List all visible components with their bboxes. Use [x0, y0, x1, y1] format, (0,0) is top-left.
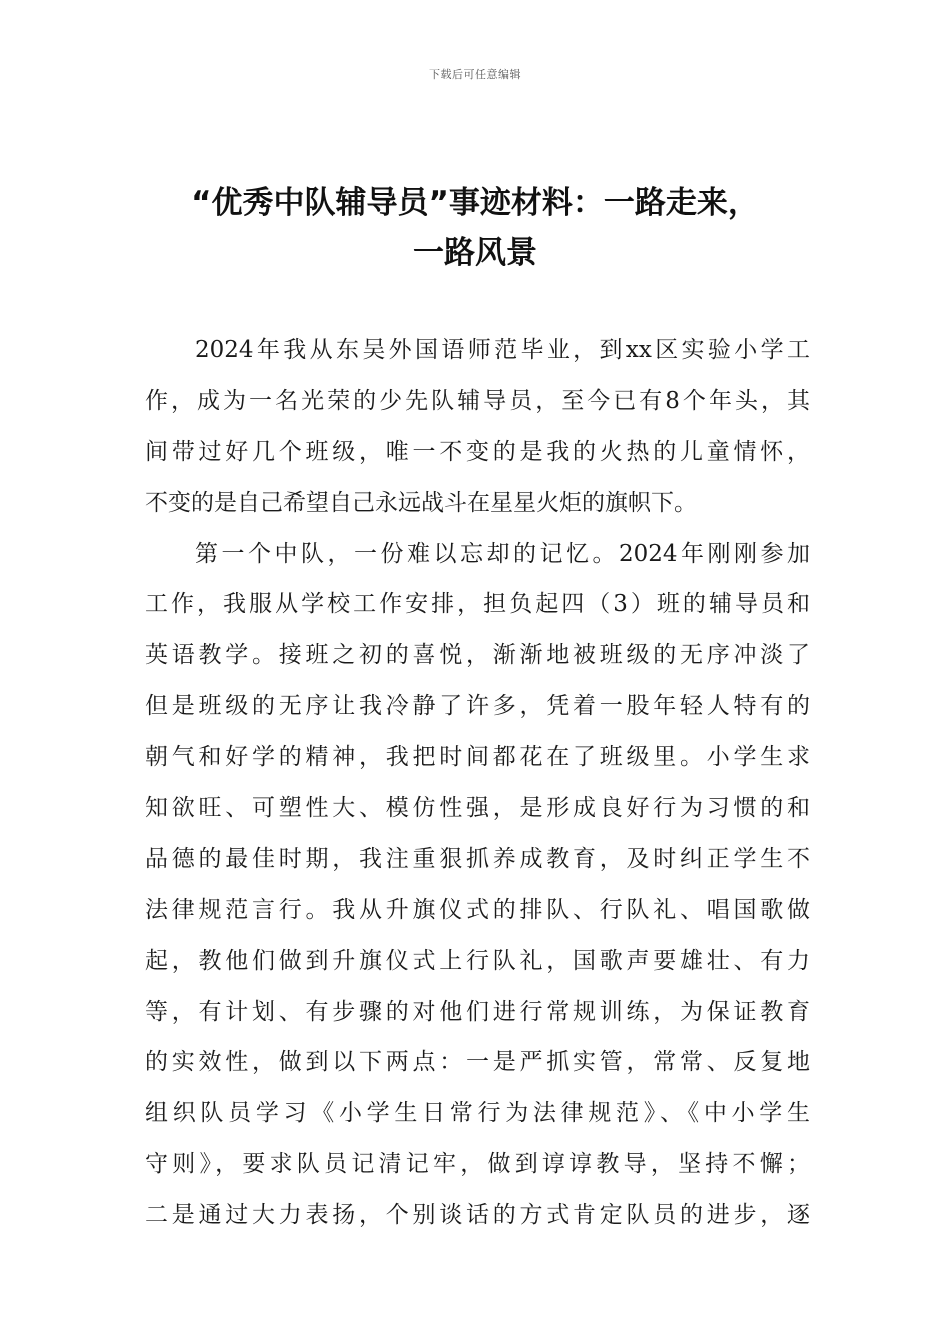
paragraph-2-line: 朝气和好学的精神，我把时间都花在了班级里。小学生求 — [145, 744, 810, 771]
title-line-1: “优秀中队辅导员”事迹材料：一路走来， — [191, 185, 759, 221]
paragraph-2-line: 起，教他们做到升旗仪式上行队礼，国歌声要雄壮、有力 — [145, 947, 810, 974]
document-title — [130, 178, 820, 278]
paragraph-2-line: 英语教学。接班之初的喜悦，渐渐地被班级的无序冲淡了 — [145, 642, 810, 669]
paragraph-2-line: 的实效性，做到以下两点：一是严抓实管，常常、反复地 — [145, 1049, 810, 1076]
header-note: 下载后可任意编辑 — [429, 68, 521, 81]
paragraph-2-line: 第一个中队，一份难以忘却的记忆。2024年刚刚参加 — [195, 540, 810, 567]
paragraph-2-line: 品德的最佳时期，我注重狠抓养成教育，及时纠正学生不 — [145, 845, 810, 872]
paragraph-2-line: 守则》，要求队员记清记牢，做到谆谆教导，坚持不懈； — [145, 1151, 810, 1178]
document-body — [145, 330, 810, 1246]
paragraph-1-line: 2024年我从东吴外国语师范毕业，到xx区实验小学工 — [195, 337, 810, 363]
paragraph-2-line: 法律规范言行。我从升旗仪式的排队、行队礼、唱国歌做 — [145, 896, 810, 923]
paragraph-1-line: 作，成为一名光荣的少先队辅导员，至今已有8个年头，其 — [145, 387, 810, 414]
paragraph-1-line: 不变的是自己希望自己永远战斗在星星火炬的旗帜下。 — [145, 489, 697, 516]
paragraph-2-line: 但是班级的无序让我冷静了许多，凭着一股年轻人特有的 — [145, 693, 810, 720]
paragraph-2-line: 组织队员学习《小学生日常行为法律规范》、《中小学生 — [145, 1100, 810, 1127]
paragraph-2-line: 知欲旺、可塑性大、模仿性强，是形成良好行为习惯的和 — [145, 795, 810, 822]
paragraph-2-line: 二是通过大力表扬，个别谈话的方式肯定队员的进步，逐 — [145, 1202, 810, 1229]
paragraph-2-line: 工作，我服从学校工作安排，担负起四（3）班的辅导员和 — [145, 591, 810, 618]
paragraph-1-line: 间带过好几个班级，唯一不变的是我的火热的儿童情怀， — [145, 438, 810, 465]
title-line-2: 一路风景 — [413, 235, 537, 271]
paragraph-2-line: 等，有计划、有步骤的对他们进行常规训练，为保证教育 — [145, 998, 810, 1025]
